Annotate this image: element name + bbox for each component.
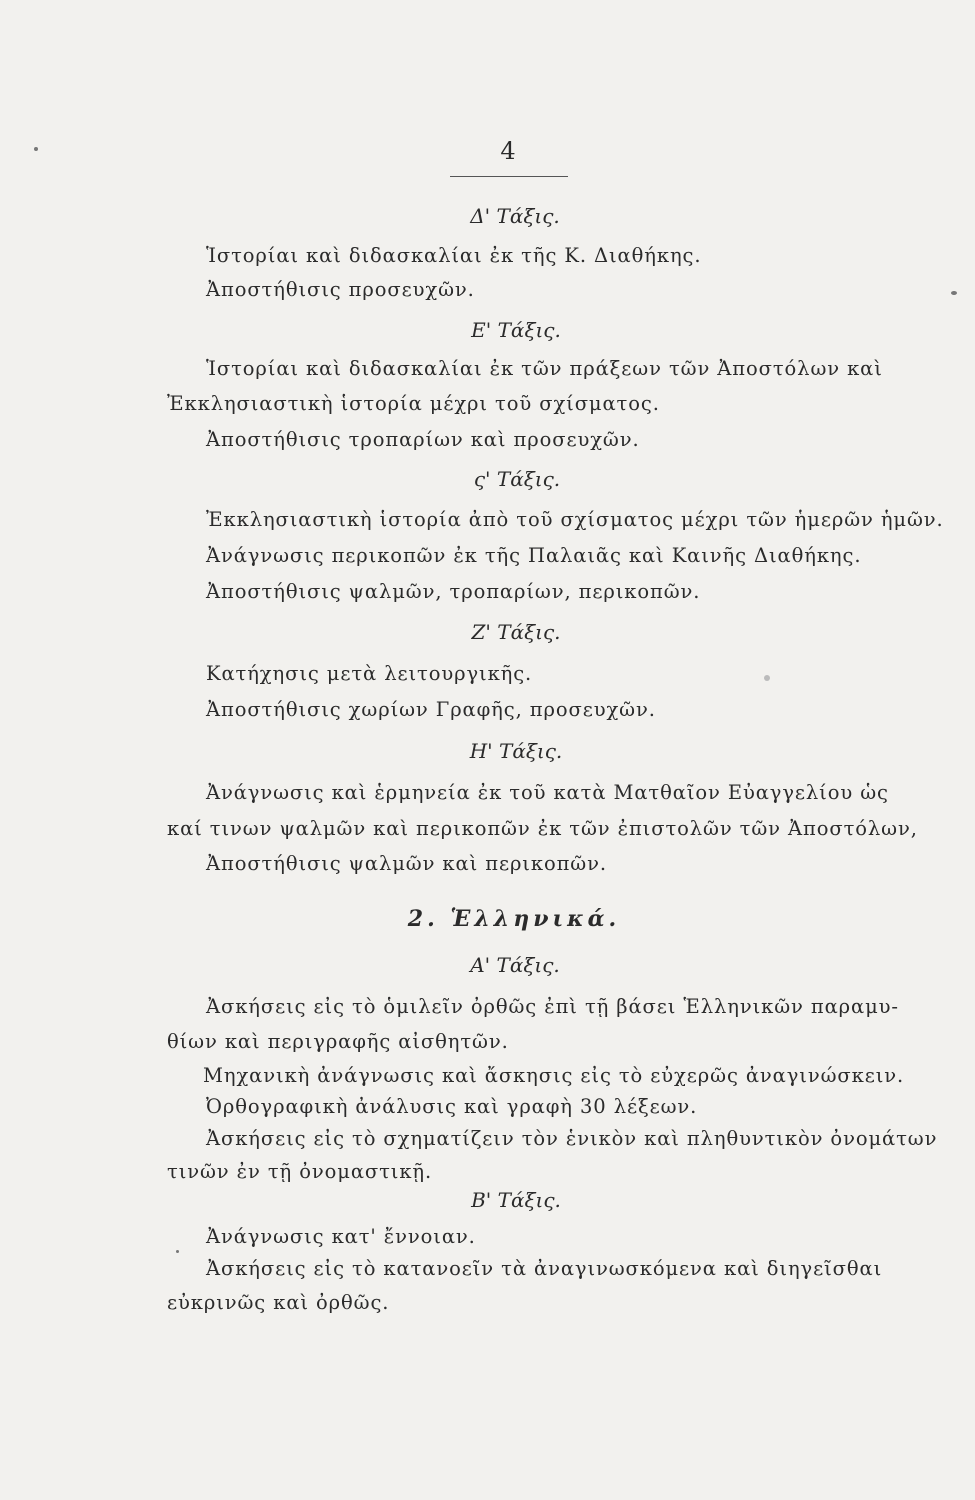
text-line: Ἀποστήθισις χωρίων Γραφῆς, προσευχῶν. <box>206 698 656 721</box>
text-line: Ἀποστήθισις ψαλμῶν καὶ περικοπῶν. <box>206 852 607 875</box>
paper-speck <box>176 1250 179 1253</box>
text-line: Ἀποστήθισις ψαλμῶν, τροπαρίων, περικοπῶν. <box>206 580 701 603</box>
text-line: Ἱστορίαι καὶ διδασκαλίαι ἐκ τῶν πράξεων τῶν Ἀποστόλων καὶ <box>206 357 883 380</box>
section-heading: Δ' Τάξις. <box>470 204 560 228</box>
text-line: Ἐκκλησιαστικὴ ἱστορία ἀπὸ τοῦ σχίσματος μέχρι τῶν ἡμερῶν ἡμῶν. <box>206 508 944 531</box>
text-line: Ἀνάγνωσις κατ' ἔννοιαν. <box>206 1225 476 1248</box>
text-line: Μηχανικὴ ἀνάγνωσις καὶ ἄσκησις εἰς τὸ εὐχερῶς ἀναγινώσκειν. <box>203 1064 905 1087</box>
section-heading: Ζ' Τάξις. <box>471 620 561 644</box>
text-line: Ἀσκήσεις εἰς τὸ κατανοεῖν τὰ ἀναγινωσκόμενα καὶ διηγεῖσθαι <box>206 1257 883 1280</box>
section-heading: Α' Τάξις. <box>470 953 560 977</box>
section-heading: ς' Τάξις. <box>473 467 561 491</box>
page-number: 4 <box>500 137 516 165</box>
section-heading: Ε' Τάξις. <box>471 318 561 342</box>
text-line: Ἀνάγνωσις περικοπῶν ἐκ τῆς Παλαιᾶς καὶ Καινῆς Διαθήκης. <box>206 544 862 567</box>
text-line: Κατήχησις μετὰ λειτουργικῆς. <box>206 662 533 685</box>
paper-speck <box>34 147 38 151</box>
text-line: Ἀποστήθισις προσευχῶν. <box>206 278 475 301</box>
subject-heading: 2. Ἑλληνικά. <box>407 906 621 932</box>
page-number-rule <box>450 176 568 177</box>
section-heading: Η' Τάξις. <box>469 739 563 763</box>
text-line: Ἀσκήσεις εἰς τὸ ὁμιλεῖν ὀρθῶς ἐπὶ τῇ βάσει Ἑλληνικῶν παραμυ- <box>206 995 899 1018</box>
text-line: καί τινων ψαλμῶν καὶ περικοπῶν ἐκ τῶν ἐπιστολῶν τῶν Ἀποστόλων, <box>167 817 918 840</box>
section-heading: Β' Τάξις. <box>471 1188 561 1212</box>
text-line: εὐκρινῶς καὶ ὀρθῶς. <box>167 1291 390 1314</box>
paper-speck <box>951 291 957 295</box>
text-line: Ἀποστήθισις τροπαρίων καὶ προσευχῶν. <box>206 428 640 451</box>
text-line: θίων καὶ περιγραφῆς αἰσθητῶν. <box>167 1030 509 1053</box>
text-line: Ἱστορίαι καὶ διδασκαλίαι ἐκ τῆς Κ. Διαθήκης. <box>206 244 702 267</box>
text-line: Ὀρθογραφικὴ ἀνάλυσις καὶ γραφὴ 30 λέξεων. <box>206 1095 698 1118</box>
text-line: Ἀσκήσεις εἰς τὸ σχηματίζειν τὸν ἑνικὸν καὶ πληθυντικὸν ὀνομάτων <box>206 1127 938 1150</box>
text-line: τινῶν ἐν τῇ ὀνομαστικῇ. <box>167 1160 433 1183</box>
text-line: Ἐκκλησιαστικὴ ἱστορία μέχρι τοῦ σχίσματος. <box>167 392 660 415</box>
paper-speck <box>764 675 770 681</box>
text-line: Ἀνάγνωσις καὶ ἑρμηνεία ἐκ τοῦ κατὰ Ματθαῖον Εὐαγγελίου ὡς <box>206 781 889 804</box>
